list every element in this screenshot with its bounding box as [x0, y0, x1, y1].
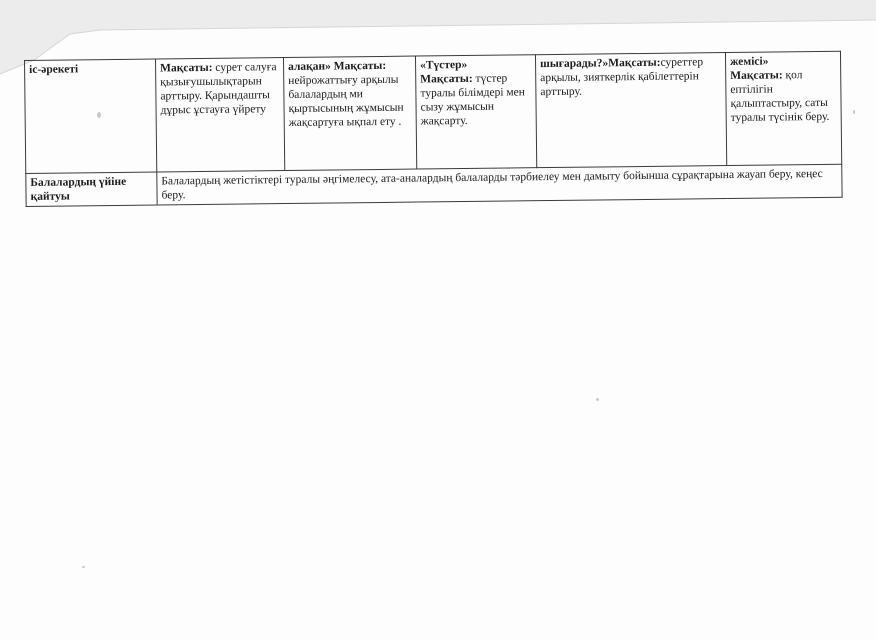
row-label-activity: іс-әрекеті: [25, 59, 157, 173]
cell-heading: алақан» Мақсаты:: [288, 59, 387, 74]
scan-speck: [853, 110, 855, 114]
cell-goal-text: суреттер арқылы, зияткерлік қабілеттерін арттыру.: [540, 56, 704, 99]
activity-cell-1: [155, 58, 284, 172]
activity-cell-3: [415, 55, 536, 169]
activity-cell-5: [725, 51, 841, 165]
scan-speck: [82, 566, 85, 568]
cell-goal-label: Мақсаты:: [420, 72, 473, 86]
cell-goal-text: нейрожаттығу арқылы балалардың ми қыртысының жұмысын жақсартуға ықпал ету .: [288, 73, 404, 130]
cell-goal-label: Мақсаты:: [160, 61, 213, 75]
table-row: [25, 51, 842, 173]
cell-goal-text: сурет салуға қызығушылықтарын арттыру. Қарындашты дұрыс ұстауға үйрету: [160, 61, 277, 117]
activity-cell-4: [535, 53, 726, 168]
cell-heading: шығарады?»Мақсаты:: [540, 56, 661, 71]
cell-heading: «Түстер»: [420, 58, 468, 72]
going-home-text: Балалардың жетістіктері туралы әңгімелесу, ата-аналардың балаларды тәрбиелеу мен дамыту бойынша сұрақтарына жауап беру, кеңес беру.: [157, 164, 842, 205]
activity-cell-2: [283, 56, 416, 170]
scan-speck: [97, 112, 101, 118]
plan-table: [24, 51, 843, 207]
row-label-going-home: Балалардың үйіне қайтуы: [26, 172, 157, 206]
cell-goal-text: қол ептілігін қалыптастыру, саты туралы түсінік беру.: [730, 69, 830, 124]
cell-heading: жемісі»: [729, 55, 769, 68]
cell-goal-text: түстер туралы білімдері мен сызу жұмысын жақсарту.: [420, 72, 525, 128]
scan-speck: [596, 398, 599, 401]
plan-table-wrapper: [24, 51, 850, 220]
cell-goal-label: Мақсаты:: [730, 69, 783, 82]
